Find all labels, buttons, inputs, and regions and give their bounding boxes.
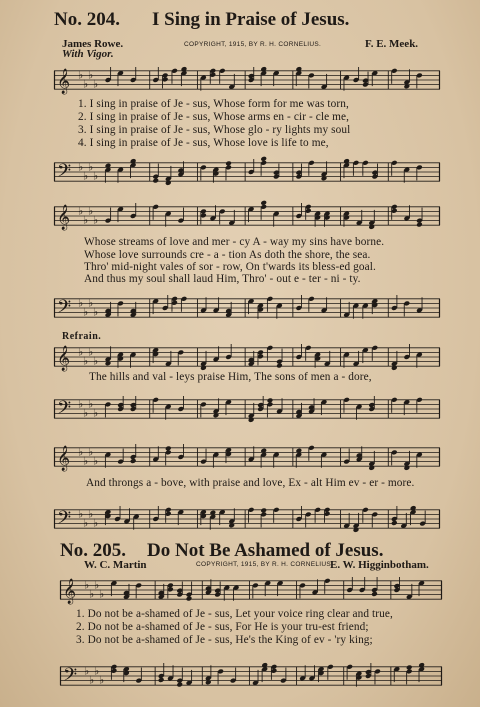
svg-text:♭: ♭ <box>88 398 94 411</box>
tempo-marking: With Vigor. <box>62 48 114 60</box>
verse-4-line-2: And thus my soul shall laud Him, Thro' - out e - ter - ni - ty. <box>84 273 361 285</box>
staff-bass-system-2 <box>54 290 440 326</box>
staff-treble-system-2 <box>54 196 440 236</box>
svg-text:♭: ♭ <box>93 407 99 420</box>
staff-bass-system-4 <box>54 502 440 536</box>
svg-text:♭: ♭ <box>83 306 89 319</box>
svg-text:♭: ♭ <box>93 214 99 227</box>
hymn-205-composer: E. W. Higginbotham. <box>330 559 429 571</box>
svg-text:♭: ♭ <box>88 508 94 521</box>
verse-3-line-2: Thro' mid-night vales of sor - row, On t'wards its bless-ed goal. <box>84 261 376 273</box>
svg-text:♭: ♭ <box>83 78 89 91</box>
svg-text:♭: ♭ <box>78 508 84 521</box>
svg-text:♭: ♭ <box>88 297 94 310</box>
svg-text:♭: ♭ <box>78 161 84 174</box>
hymn-204-author: James Rowe. <box>62 38 124 50</box>
svg-text:𝄢: 𝄢 <box>57 508 72 534</box>
staff-treble-system-1 <box>54 60 440 100</box>
svg-text:♭: ♭ <box>88 346 94 359</box>
svg-text:♭: ♭ <box>78 297 84 310</box>
svg-text:♭: ♭ <box>83 455 89 468</box>
staff-bass-system-1 <box>54 154 440 190</box>
svg-text:𝄢: 𝄢 <box>57 398 72 424</box>
staff-treble-system-3 <box>54 340 440 374</box>
refrain-line-2: And throngs a - bove, with praise and love, Ex - alt Him ev - er - more. <box>86 477 415 489</box>
svg-text:♭: ♭ <box>78 446 84 459</box>
svg-text:♭: ♭ <box>93 306 99 319</box>
svg-text:♭: ♭ <box>94 665 100 678</box>
svg-text:♭: ♭ <box>83 170 89 183</box>
refrain-label: Refrain. <box>62 331 102 342</box>
hymn-204-number: No. 204. <box>54 9 120 30</box>
svg-text:♭: ♭ <box>89 588 95 601</box>
hymn-204-composer: F. E. Meek. <box>365 38 419 50</box>
staff-bass-system-3 <box>54 392 440 426</box>
svg-text:♭: ♭ <box>83 214 89 227</box>
svg-text:♭: ♭ <box>84 579 90 592</box>
svg-text:♭: ♭ <box>88 205 94 218</box>
svg-text:♭: ♭ <box>88 446 94 459</box>
hymn-204-copyright: COPYRIGHT, 1915, BY R. H. CORNELIUS. <box>184 41 322 48</box>
svg-text:𝄞: 𝄞 <box>63 579 77 605</box>
svg-text:♭: ♭ <box>78 346 84 359</box>
verse-1-line-2: Whose streams of love and mer - cy A - way my sins have borne. <box>84 236 385 248</box>
verse-2-line-1: 2. I sing in praise of Je - sus, Whose arms en - cir - cle me, <box>78 111 350 123</box>
hymn-205-verse-1: 1. Do not be a-shamed of Je - sus, Let your voice ring clear and true, <box>76 608 393 620</box>
svg-text:♭: ♭ <box>78 69 84 82</box>
svg-text:♭: ♭ <box>83 355 89 368</box>
hymn-205-author: W. C. Martin <box>84 559 147 571</box>
svg-text:♭: ♭ <box>94 579 100 592</box>
svg-text:♭: ♭ <box>93 78 99 91</box>
hymn-204-title: I Sing in Praise of Jesus. <box>152 9 350 30</box>
svg-text:♭: ♭ <box>83 407 89 420</box>
svg-text:♭: ♭ <box>89 674 95 687</box>
hymn-205-verse-2: 2. Do not be a-shamed of Je - sus, For He is your tru-est friend; <box>76 621 369 633</box>
hymn-205-title: Do Not Be Ashamed of Jesus. <box>147 540 384 561</box>
verse-3-line-1: 3. I sing in praise of Je - sus, Whose glo - ry lights my soul <box>78 124 351 136</box>
svg-text:♭: ♭ <box>99 674 105 687</box>
svg-text:♭: ♭ <box>88 161 94 174</box>
verse-1-line-1: 1. I sing in praise of Je - sus, Whose form for me was torn, <box>78 98 349 110</box>
svg-text:𝄢: 𝄢 <box>57 297 72 323</box>
staff-treble-hymn-205 <box>60 572 442 608</box>
svg-text:𝄞: 𝄞 <box>57 69 71 95</box>
svg-text:𝄢: 𝄢 <box>63 665 78 691</box>
verse-4-line-1: 4. I sing in praise of Je - sus, Whose love is life to me, <box>78 137 329 149</box>
svg-text:♭: ♭ <box>93 170 99 183</box>
staff-bass-hymn-205 <box>60 654 442 698</box>
svg-text:♭: ♭ <box>78 205 84 218</box>
svg-text:𝄢: 𝄢 <box>57 161 72 187</box>
svg-text:♭: ♭ <box>84 665 90 678</box>
svg-text:𝄞: 𝄞 <box>57 205 71 231</box>
svg-text:♭: ♭ <box>93 455 99 468</box>
svg-text:𝄞: 𝄞 <box>57 446 71 472</box>
svg-text:♭: ♭ <box>88 69 94 82</box>
hymn-205-copyright: COPYRIGHT, 1915, BY R. H. CORNELIUS. <box>196 561 334 568</box>
hymn-205-verse-3: 3. Do not be a-shamed of Je - sus, He's the King of ev - 'ry king; <box>76 634 373 646</box>
svg-text:♭: ♭ <box>93 517 99 530</box>
hymn-205-number: No. 205. <box>60 540 126 561</box>
svg-text:♭: ♭ <box>93 355 99 368</box>
verse-2-line-2: Whose love surrounds cre - a - tion As doth the shore, the sea. <box>84 249 371 261</box>
staff-treble-system-4 <box>54 440 440 474</box>
svg-text:♭: ♭ <box>83 517 89 530</box>
svg-text:𝄞: 𝄞 <box>57 346 71 372</box>
svg-text:♭: ♭ <box>99 588 105 601</box>
svg-text:♭: ♭ <box>78 398 84 411</box>
refrain-line-1: The hills and val - leys praise Him, The sons of men a - dore, <box>89 371 372 383</box>
